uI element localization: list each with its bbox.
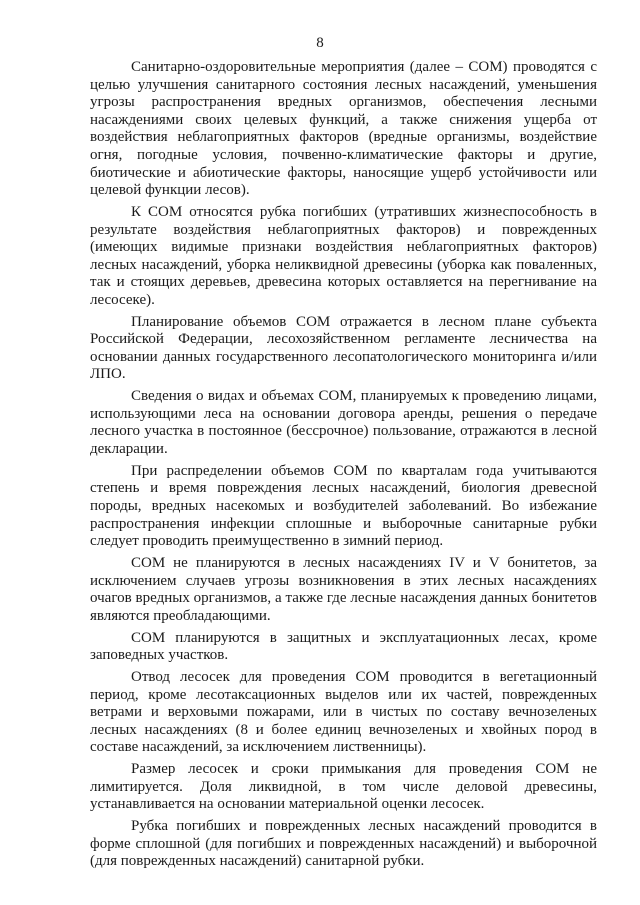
document-body bbox=[90, 59, 597, 875]
paragraph-6: СОМ не планируются в лесных насаждениях IV и V бонитетов, за исключением случаев угрозы возникновения в этих лесных насаждениях очагов вредных организмов, а также где лесные насаждения данных бонитетов являются преобладающими. bbox=[90, 554, 597, 624]
paragraph-3: Планирование объемов СОМ отражается в лесном плане субъекта Российской Федерации, лесохозяйственном регламенте лесничества на основании данных государственного лесопатологического мониторинга и/или ЛПО. bbox=[90, 313, 597, 383]
paragraph-4: Сведения о видах и объемах СОМ, планируемых к проведению лицами, использующими леса на основании договора аренды, решения о передаче лесного участка в постоянное (бессрочное) пользование, отражаются в лесной декларации. bbox=[90, 388, 597, 458]
paragraph-5: При распределении объемов СОМ по кварталам года учитываются степень и время повреждения лесных насаждений, биология древесной породы, вредных насекомых и возбудителей заболеваний. Во избежание распространения инфекции сплошные и выборочные санитарные рубки следует проводить преимущественно в зимний период. bbox=[90, 462, 597, 550]
page-number: 8 bbox=[316, 35, 324, 51]
paragraph-8: Отвод лесосек для проведения СОМ проводится в вегетационный период, кроме лесотаксационных выделов или их частей, поврежденных ветрами и верховыми пожарами, или в чистых по составу вечнозеленых лесных насаждениях (8 и более единиц вечнозеленых и хвойных пород в составе насаждений, за исключением лиственницы). bbox=[90, 668, 597, 756]
paragraph-2: К СОМ относятся рубка погибших (утративших жизнеспособность в результате воздействия неблагоприятных факторов) и поврежденных (имеющих видимые признаки воздействия неблагоприятных факторов) лесных насаждений, уборка неликвидной древесины (уборка как поваленных, так и стоящих деревьев, древесина которых оставляется на перегнивание на лесосеке). bbox=[90, 203, 597, 308]
paragraph-9: Размер лесосек и сроки примыкания для проведения СОМ не лимитируется. Доля ликвидной, в том числе деловой древесины, устанавливается на основании материальной оценки лесосек. bbox=[90, 761, 597, 813]
paragraph-1: Санитарно-оздоровительные мероприятия (далее – СОМ) проводятся с целью улучшения санитарного состояния лесных насаждений, уменьшения угрозы распространения вредных организмов, обеспечения лесными насаждениями своих целевых функций, а также снижения ущерба от воздействия неблагоприятных факторов (вредные организмы, воздействие огня, погодные условия, почвенно-климатические факторы и другие, биотические и абиотические факторы, наносящие ущерб устойчивости или целевой функции лесов). bbox=[90, 59, 597, 199]
paragraph-7: СОМ планируются в защитных и эксплуатационных лесах, кроме заповедных участков. bbox=[90, 629, 597, 664]
paragraph-10: Рубка погибших и поврежденных лесных насаждений проводится в форме сплошной (для погибших и поврежденных насаждений) и выборочной (для поврежденных насаждений) санитарной рубки. bbox=[90, 818, 597, 870]
